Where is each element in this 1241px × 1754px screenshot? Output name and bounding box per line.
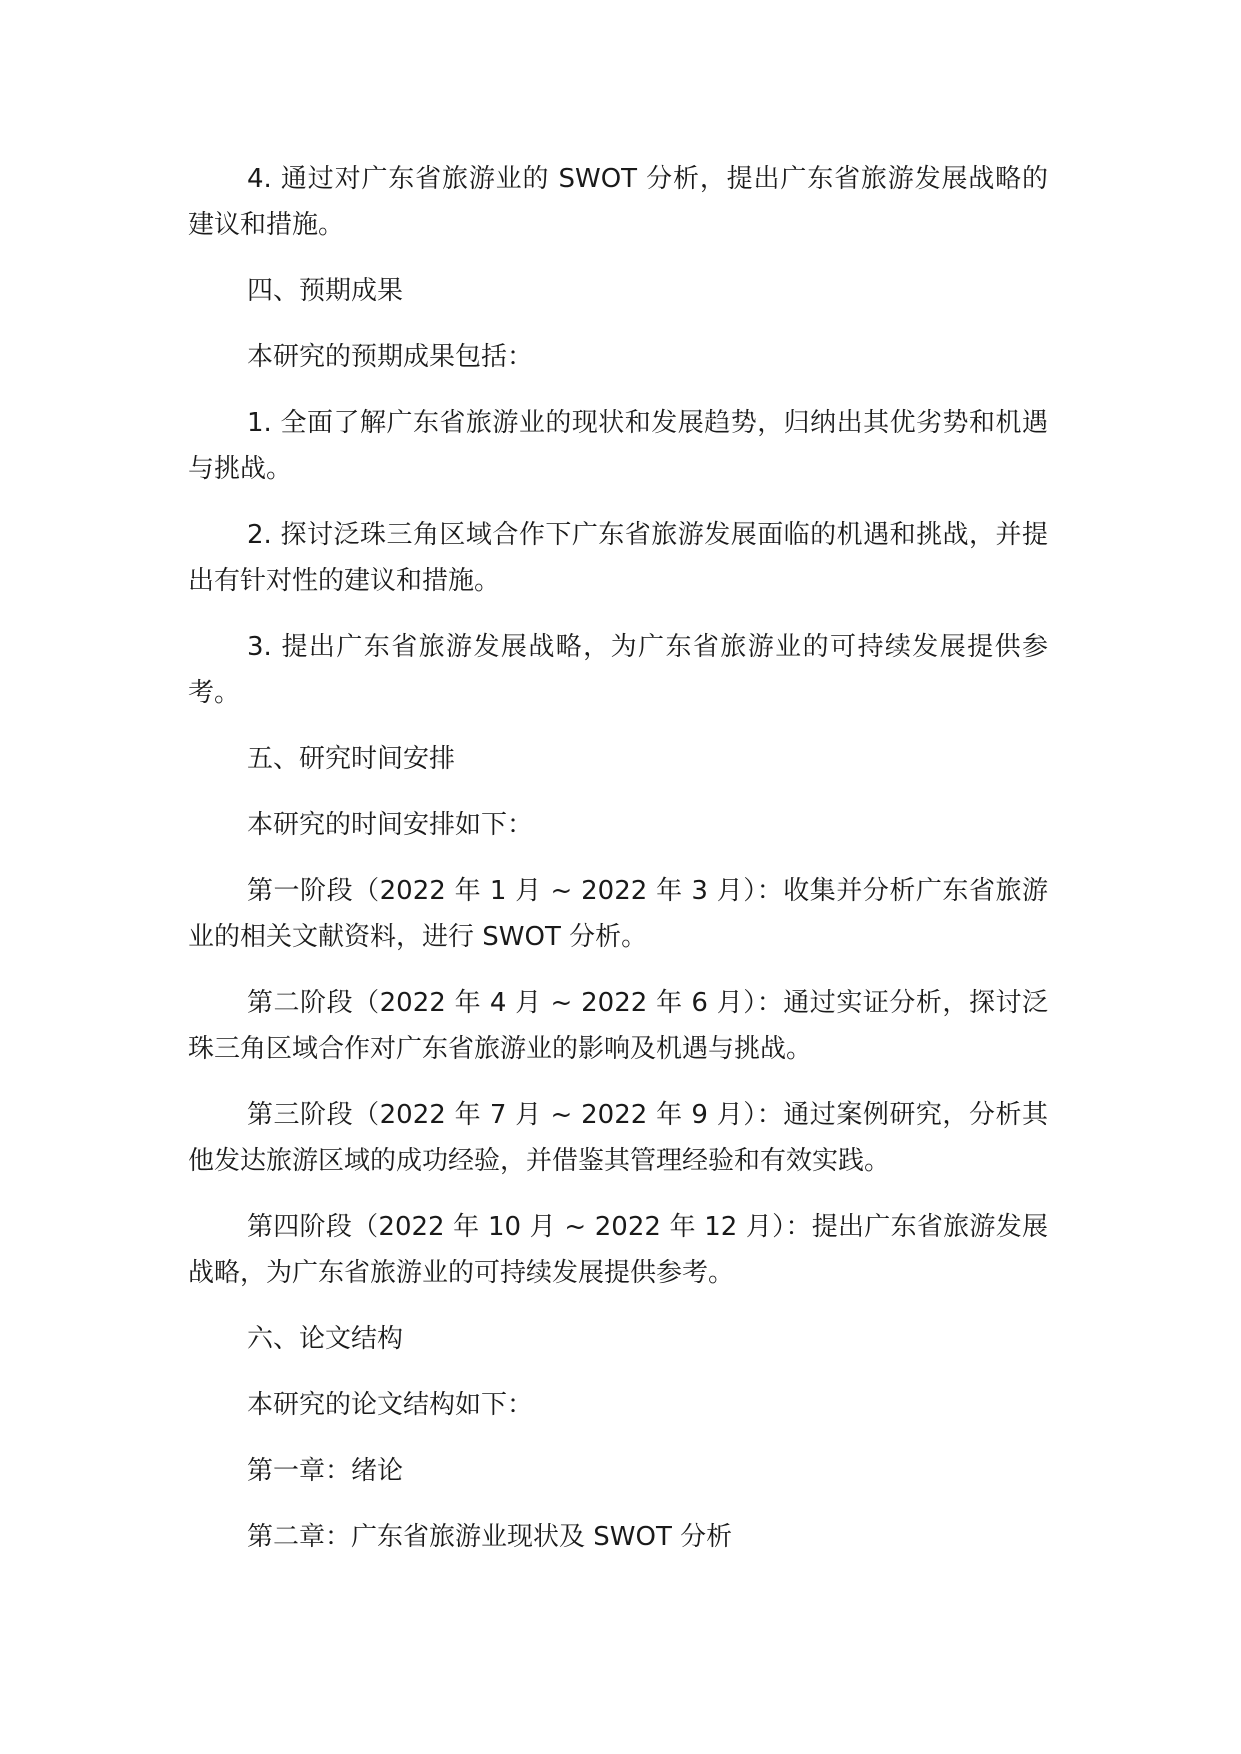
paragraph-phase-4: 第四阶段（2022 年 10 月 ~ 2022 年 12 月）：提出广东省旅游发展战略，为广东省旅游业的可持续发展提供参考。 [188, 1212, 1048, 1288]
section-heading-thesis-structure: 六、论文结构 [247, 1324, 404, 1354]
paragraph-schedule-intro: 本研究的时间安排如下： [247, 810, 534, 840]
paragraph-result-1: 1. 全面了解广东省旅游业的现状和发展趋势，归纳出其优劣势和机遇与挑战。 [188, 408, 1048, 484]
paragraph-item-4-swot: 4. 通过对广东省旅游业的 SWOT 分析，提出广东省旅游发展战略的建议和措施。 [188, 164, 1048, 240]
paragraph-chapter-1: 第一章：绪论 [247, 1456, 404, 1486]
document-body [188, 156, 1048, 1580]
paragraph-expected-results-intro: 本研究的预期成果包括： [247, 342, 534, 372]
section-heading-schedule: 五、研究时间安排 [247, 744, 456, 774]
paragraph-phase-3: 第三阶段（2022 年 7 月 ~ 2022 年 9 月）：通过案例研究，分析其他发达旅游区域的成功经验，并借鉴其管理经验和有效实践。 [188, 1100, 1048, 1176]
paragraph-phase-1: 第一阶段（2022 年 1 月 ~ 2022 年 3 月）：收集并分析广东省旅游业的相关文献资料，进行 SWOT 分析。 [188, 876, 1048, 952]
paragraph-chapter-2: 第二章：广东省旅游业现状及 SWOT 分析 [247, 1522, 733, 1552]
paragraph-result-3: 3. 提出广东省旅游发展战略，为广东省旅游业的可持续发展提供参考。 [188, 632, 1048, 708]
section-heading-expected-results: 四、预期成果 [247, 276, 404, 306]
paragraph-phase-2: 第二阶段（2022 年 4 月 ~ 2022 年 6 月）：通过实证分析，探讨泛珠三角区域合作对广东省旅游业的影响及机遇与挑战。 [188, 988, 1048, 1064]
paragraph-result-2: 2. 探讨泛珠三角区域合作下广东省旅游发展面临的机遇和挑战，并提出有针对性的建议和措施。 [188, 520, 1048, 596]
paragraph-structure-intro: 本研究的论文结构如下： [247, 1390, 534, 1420]
